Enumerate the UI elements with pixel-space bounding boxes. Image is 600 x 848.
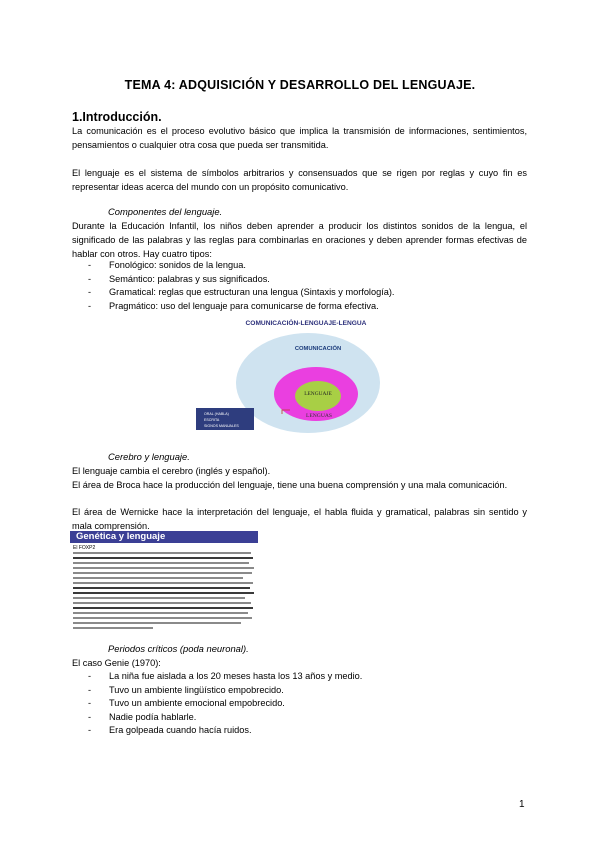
communication-diagram	[204, 316, 386, 436]
paragraph-lenguaje: El lenguaje es el sistema de símbolos arbitrarios y consensuados que se rigen por reglas y cuyo fin es representar ideas acerca del mundo con un propósito comunicativo.	[72, 168, 527, 192]
genetica-text-line	[73, 587, 250, 589]
page-number: 1	[519, 799, 525, 810]
legend-item: ORAL (HABLA)	[204, 412, 229, 416]
legend-item: ESCRITA	[204, 418, 220, 422]
genetica-text-line	[73, 582, 253, 584]
list-item: - Era golpeada cuando hacía ruidos.	[88, 725, 252, 736]
legend-item: SIGNOS MANUALES	[204, 424, 239, 428]
paragraph-comunicacion: La comunicación es el proceso evolutivo básico que implica la transmisión de informaciones, sentimientos, pensamientos o cualquier otra cosa que pueda ser transmitida.	[72, 126, 527, 150]
genetica-text-line	[73, 572, 252, 574]
list-item: - Semántico: palabras y sus significados.	[88, 273, 270, 284]
genetica-text-line	[73, 602, 251, 604]
section-heading-introduccion: 1.Introducción.	[72, 110, 162, 124]
paragraph-genie: El caso Genie (1970):	[72, 658, 161, 668]
genetica-text-block	[70, 543, 258, 631]
label-lenguas: LENGUAS	[305, 413, 333, 419]
genetica-text-line	[73, 597, 245, 599]
genetica-text-line	[73, 617, 252, 619]
list-item: - Tuvo un ambiente emocional empobrecido.	[88, 698, 285, 709]
genetica-text-line	[73, 612, 248, 614]
subheading-componentes: Componentes del lenguaje.	[108, 206, 223, 217]
label-comunicacion: COMUNICACIÓN	[294, 346, 342, 352]
genetica-image	[70, 531, 258, 631]
subheading-periodos: Periodos críticos (poda neuronal).	[108, 643, 249, 654]
paragraph-wernicke: El área de Wernicke hace la interpretación del lenguaje, el habla fluida y gramatical, palabras sin sentido y mala comprensión.	[72, 507, 527, 531]
paragraph-cerebro: El lenguaje cambia el cerebro (inglés y español).	[72, 466, 271, 476]
page-title: TEMA 4: ADQUISICIÓN Y DESARROLLO DEL LENGUAJE.	[124, 78, 476, 92]
genetica-text-line	[73, 562, 249, 564]
list-item: - Fonológico: sonidos de la lengua.	[88, 260, 246, 270]
genetica-text-line	[73, 577, 243, 579]
list-genie	[88, 670, 362, 738]
genetica-text-line	[73, 622, 241, 624]
label-lenguaje: LENGUAJE	[304, 391, 332, 397]
list-componentes	[88, 259, 394, 313]
genetica-text-line	[73, 567, 254, 569]
genetica-text-line	[73, 592, 254, 594]
list-item: - Tuvo un ambiente lingüístico empobrecido.	[88, 684, 284, 695]
subheading-cerebro: Cerebro y lenguaje.	[108, 451, 190, 462]
list-item: - Pragmático: uso del lenguaje para comunicarse de forma efectiva.	[88, 300, 379, 311]
paragraph-componentes: Durante la Educación Infantil, los niños deben aprender a producir los distintos sonidos de la lengua, el significado de las palabras y las reglas para combinarlas en oraciones y deben aprender formas efectivas de hablar con otros. Hay cuatro tipos:	[72, 221, 527, 259]
diagram-title: COMUNICACIÓN-LENGUAJE-LENGUA	[245, 320, 367, 327]
list-item: - Nadie podía hablarle.	[88, 711, 197, 722]
genetica-text-line	[73, 552, 251, 554]
paragraph-broca: El área de Broca hace la producción del lenguaje, tiene una buena comprensión y una mala comunicación.	[72, 480, 508, 490]
genetica-label: El FOXP2	[73, 545, 96, 551]
genetica-text-line	[73, 627, 153, 629]
genetica-text-line	[73, 557, 253, 559]
genetica-text-line	[73, 607, 253, 609]
genetica-header: Genética y lenguaje	[70, 531, 258, 543]
list-item: - Gramatical: reglas que estructuran una lengua (Sintaxis y morfología).	[88, 287, 395, 298]
list-item: - La niña fue aislada a los 20 meses hasta los 13 años y medio.	[88, 671, 363, 681]
